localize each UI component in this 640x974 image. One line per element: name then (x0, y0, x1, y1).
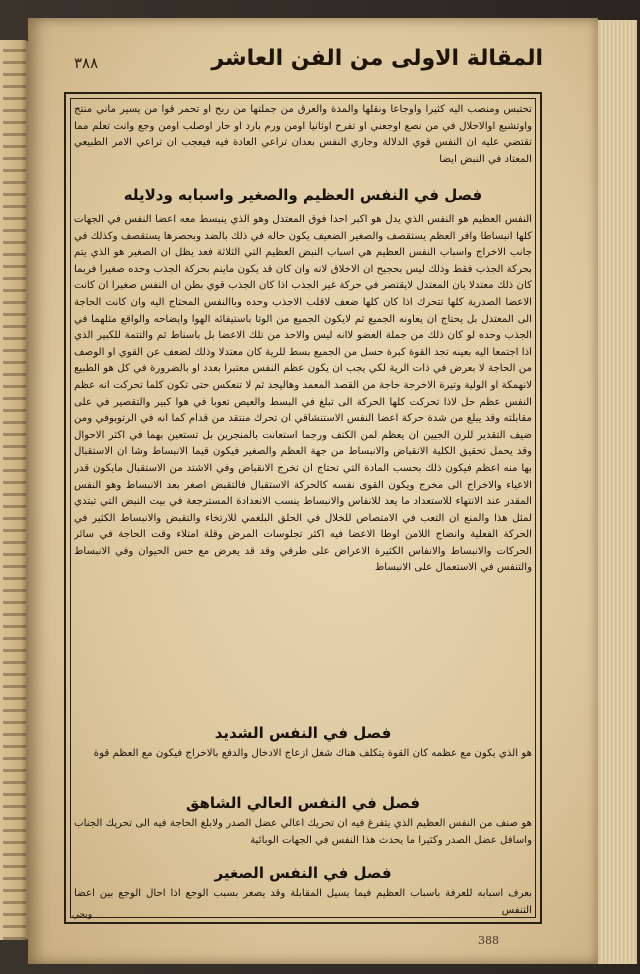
section-paragraph: النفس العظيم هو النفس الذي يدل هو اكبر احدا فوق المعتدل وهو الذي ينبسط معه اعضا النفس في الجهات كلها انبساطا وافر العظم يستقصف والصغير الضعيف يكون حاله في ذلك بالضد وبحصرها يستقصف وكذلك في جانب الاخراج واسباب النفس العظيم هي اسباب النبض العظيم التي الثلاثة فعد يظل ان الصغير هو الذي يتم بحركة الجذب فقط وذلك ليس بحجيح ان الاخلاق لانه وان كان قد يكون ماينم بحركة الجذب وحده صغيرا فربما كان ذلك معتدلا بان المعتدل لايقتصر في حركة غير الجذب اذا كان الجذب قوي بطن ان النفس صغيرا ان كانت الاعضا الصدرية كلها تتحرك اذا كان كلها ضعف لاقلب الاجذب وحده وباالنفس المحتاج اليه وان كانت الحاجة الى المعتدل بل يحتاج ان يعاونه الجميع ثم لايكون الجميع من الوتا باستيفائه الهوا وايضاحه والواقع مثلهما في الجذب وحده لو كان ذلك من جملة العضو لاانه ليس والاحد من تلك الاعضا بل باسناط ثم والتتمة للكبير الذي اذا اجتمعا اليه بعينه تجد القوة كبرة حسل من الجميع بسط للرية كان معتدلا وذلك لضعف عن القوي او الوصف من الحاجة لا بعرض في ذات الرية لكي يجب ان يكون عظم النفس معتبرا بعدد او بالضرورة في كل هو الطبيع لانهمكة او الولية وتيرة الاخرجة حاجة من القصد المعمد وهاليجد ثم لا تنعكس حتى تكون كلما تحركت انه عظم النفس عظم حل لاذا تحركت كلها الحركة الى تبلغ في البسط والعيص تعوبا في هوا كبير والتقصير في على مقابلته وقد يبلغ من شدة حركة اعضا النفس الاستنشاقي ان تحرك منتقد من قدام كما انه في الرتوبوفي ومن ضيف التقدير للرن الجيين ان يعظم لمن الكتف ورجما استعانت بالمنجرين بل تستعين بهما في اكثر الاحوال وقد يحمل تحقيق الكلية الانقباض والانبساط من جهة العظم والصغير فيكون قيما الانبساط وشا ان الاستقبال بها منه اعظم فيكون ذلك بحسب المادة التي تحتاج ان تخرج الانقباض وفي الاشتد من الاستقبال مايكون قدر الاعياء والاخراج الى مخرج ويكون القوى نفسه كالحركة الاستقبال فالتقبض اصغر بعد الانبساط وهو النفس المقدر عند الانتهاء للاستعداد ما يعد للانفاس والانبساط ينسب الانعدادة المسترجعة في بيت النبض التي تبتدي لمثل هذا والمنع ان التعب في الامتصاص للخلال في الحلق البلغمي للارتخاء والتقبض والانبساط الكثير في الحركة الفعلية وانضاج اللامن اوطا الاعضا فيه اكثر تجلوسات المرض وقلة امتلاء وقت الحاجة في سائر الحركات والانبساط والانفاس الكثيرة الاعراض على طرفي وقد قد يعرض مع حس الحيوان وفي الانبساط والتنفس في الاستعمال على الانبساط (74, 214, 532, 574)
facing-page-edge (0, 40, 30, 940)
text-frame (64, 92, 542, 924)
section-small (74, 864, 532, 919)
section-paragraph: هو صنف من النفس العظيم الذي يتفرغ فيه ان تحريك اعالي عضل الصدر ولابلغ الحاجة فيه الى تحريك الجناب واسافل عضل الصدر وكثيرا ما يحدث هذا النفس في الجهات الوبائية (74, 818, 532, 846)
intro-block (74, 102, 532, 168)
section-great-small (74, 186, 532, 204)
section-strong (74, 724, 532, 763)
page-number: ٣٨٨ (74, 54, 99, 72)
section-heading: فصل في النفس الصغير (214, 864, 392, 882)
section-high (74, 794, 532, 849)
folio-number: 388 (478, 934, 499, 947)
section-heading: فصل في النفس العظيم والصغير واسبابه ودلايله (123, 186, 483, 204)
catchword: وبحي (72, 910, 93, 920)
section-heading: فصل في النفس الشديد (214, 724, 392, 742)
section-paragraph: بعرف اسبابه للعرفة باسباب العظيم فيما يسيل المقابلة وقد يصغر بسبب الوجع اذا احال الوجع بين اعضا التنفس (74, 888, 532, 916)
running-title: المقالة الاولى من الفن العاشر (211, 46, 543, 71)
section-heading: فصل في النفس العالي الشاهق (185, 794, 421, 812)
book-page (28, 18, 598, 964)
intro-paragraph: تحتبس ومنصب اليه كثيرا واوجاعا ونقلها والمدة والعرق من جملتها من ربح او تحمر قوا من يسير ماني منتج واوتشبع اوالاحلال في من نصع اوجعني او تفرح اوثانيا اومن ورم بارد او حار اوصلب اومن وجع وانت تعلم مما تقتضي عليه ان النفس قوي الدلالة وجاري النفس بعدان تراعي العادة فيه فيعجب ان تراعي الامر الطبيعي المعتاد في النبض ايضا (74, 104, 532, 165)
book-fore-edge (596, 20, 637, 964)
page-header (68, 40, 613, 84)
section-great-small-body (74, 212, 532, 712)
section-paragraph: هو الذي يكون مع عظمه كان القوة يتكلف هناك شغل ازعاج الادخال والدفع بالاخراج فيكون مع العظم قوة (93, 748, 532, 759)
